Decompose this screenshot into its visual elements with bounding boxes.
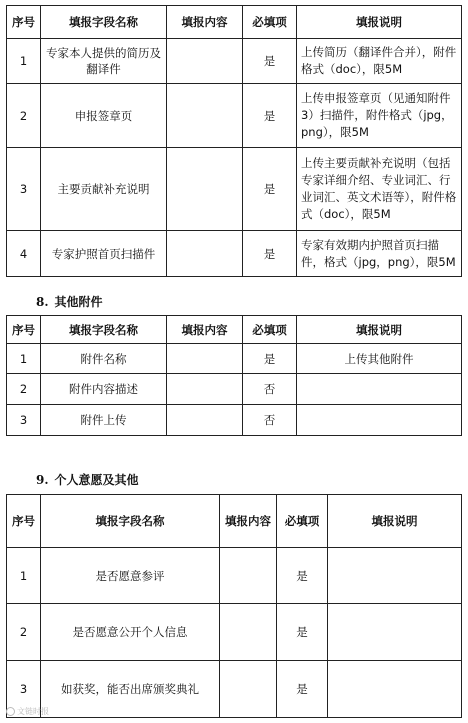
section-9-title	[36, 471, 139, 488]
col-header-no: 序号	[7, 495, 41, 548]
watermark	[6, 706, 49, 717]
table-row	[7, 405, 462, 436]
field-note	[328, 604, 462, 661]
field-note: 上传主要贡献补充说明（包括专家详细介绍、专业词汇、行业词汇、英文术语等），附件格式（doc），限5M	[297, 148, 462, 231]
table-row	[7, 374, 462, 405]
attachments-table	[6, 5, 462, 277]
field-note	[297, 405, 462, 436]
field-content-cell[interactable]	[220, 661, 277, 718]
table-row	[7, 39, 462, 84]
field-name: 附件上传	[41, 405, 167, 436]
field-name: 是否愿意参评	[41, 548, 220, 604]
field-name: 主要贡献补充说明	[41, 148, 167, 231]
field-content-cell[interactable]	[167, 39, 243, 84]
required-flag: 是	[243, 84, 297, 148]
table-row	[7, 344, 462, 374]
required-flag: 否	[243, 374, 297, 405]
row-number: 1	[7, 39, 41, 84]
required-flag: 是	[243, 231, 297, 277]
field-note	[297, 374, 462, 405]
field-content-cell[interactable]	[167, 148, 243, 231]
field-name: 是否愿意公开个人信息	[41, 604, 220, 661]
field-name: 专家本人提供的简历及翻译件	[41, 39, 167, 84]
col-header-note: 填报说明	[297, 316, 462, 344]
required-flag: 是	[243, 344, 297, 374]
col-header-content: 填报内容	[167, 316, 243, 344]
field-content-cell[interactable]	[167, 231, 243, 277]
row-number: 3	[7, 148, 41, 231]
field-content-cell[interactable]	[220, 604, 277, 661]
table-header-row	[7, 495, 462, 548]
table-row	[7, 548, 462, 604]
col-header-required: 必填项	[243, 316, 297, 344]
col-header-content: 填报内容	[167, 6, 243, 39]
field-name: 如获奖，能否出席颁奖典礼	[41, 661, 220, 718]
field-note	[328, 548, 462, 604]
field-note: 上传申报签章页（见通知附件3）扫描件，附件格式（jpg，png），限5M	[297, 84, 462, 148]
field-name: 专家护照首页扫描件	[41, 231, 167, 277]
required-flag: 是	[277, 548, 328, 604]
other-attachments-table	[6, 315, 462, 436]
field-note: 上传简历（翻译件合并），附件格式（doc），限5M	[297, 39, 462, 84]
col-header-content: 填报内容	[220, 495, 277, 548]
row-number: 3	[7, 405, 41, 436]
personal-preference-table	[6, 494, 462, 718]
watermark-logo-icon	[6, 707, 15, 716]
table-row	[7, 148, 462, 231]
col-header-note: 填报说明	[297, 6, 462, 39]
field-name: 附件名称	[41, 344, 167, 374]
field-content-cell[interactable]	[167, 374, 243, 405]
section-9-number: 9.	[36, 473, 49, 487]
required-flag: 是	[243, 148, 297, 231]
required-flag: 是	[243, 39, 297, 84]
row-number: 4	[7, 231, 41, 277]
col-header-required: 必填项	[277, 495, 328, 548]
row-number: 1	[7, 344, 41, 374]
table-row	[7, 661, 462, 718]
col-header-field: 填报字段名称	[41, 316, 167, 344]
col-header-field: 填报字段名称	[41, 495, 220, 548]
section-8-number: 8.	[36, 295, 49, 309]
col-header-field: 填报字段名称	[41, 6, 167, 39]
field-content-cell[interactable]	[167, 84, 243, 148]
section-8-label: 其他附件	[54, 295, 103, 309]
field-note: 上传其他附件	[297, 344, 462, 374]
table-header-row	[7, 316, 462, 344]
col-header-no: 序号	[7, 6, 41, 39]
field-note	[328, 661, 462, 718]
table-row	[7, 84, 462, 148]
col-header-no: 序号	[7, 316, 41, 344]
row-number: 2	[7, 374, 41, 405]
field-content-cell[interactable]	[167, 344, 243, 374]
field-name: 附件内容描述	[41, 374, 167, 405]
row-number: 1	[7, 548, 41, 604]
field-name: 申报签章页	[41, 84, 167, 148]
row-number: 2	[7, 84, 41, 148]
row-number: 2	[7, 604, 41, 661]
required-flag: 否	[243, 405, 297, 436]
watermark-text: 文链时报	[17, 707, 49, 716]
required-flag: 是	[277, 604, 328, 661]
table-row	[7, 231, 462, 277]
row-number: 3	[7, 661, 41, 718]
section-8-title	[36, 293, 103, 310]
table-row	[7, 604, 462, 661]
section-9-label: 个人意愿及其他	[54, 473, 139, 487]
required-flag: 是	[277, 661, 328, 718]
col-header-note: 填报说明	[328, 495, 462, 548]
table-header-row	[7, 6, 462, 39]
field-content-cell[interactable]	[167, 405, 243, 436]
col-header-required: 必填项	[243, 6, 297, 39]
field-note: 专家有效期内护照首页扫描件，格式（jpg，png），限5M	[297, 231, 462, 277]
field-content-cell[interactable]	[220, 548, 277, 604]
